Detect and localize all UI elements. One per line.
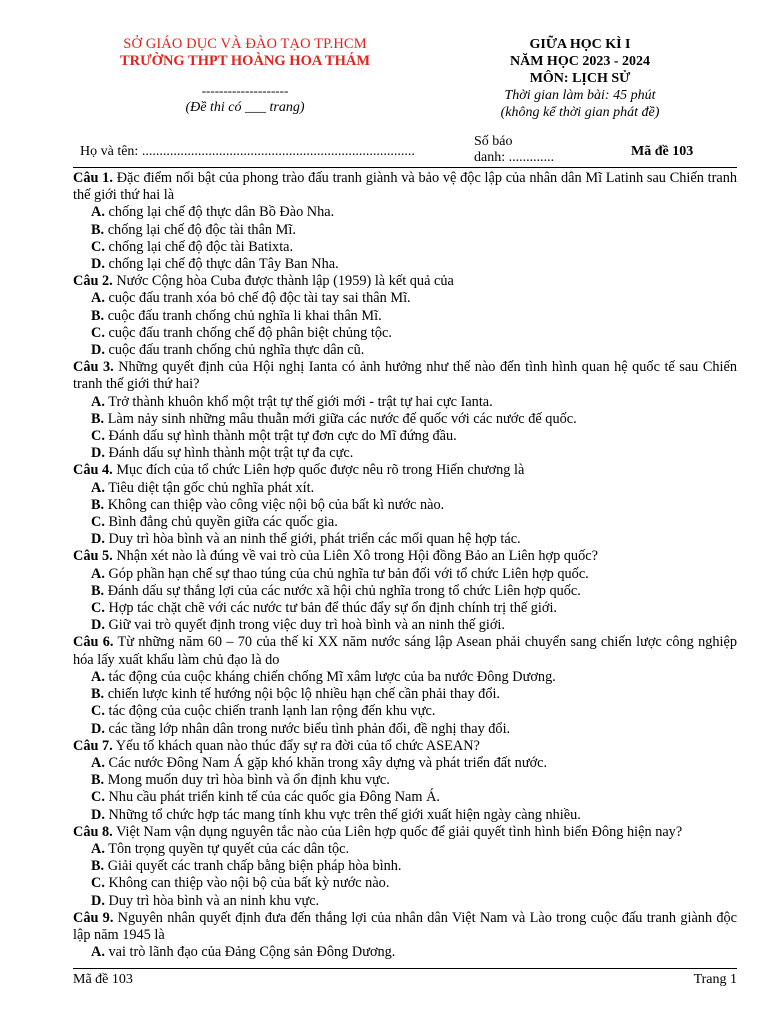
option-letter: B. [91, 410, 105, 427]
option-text: Không can thiệp vào công việc nội bộ của bất kì nước nào. [107, 496, 445, 513]
option-letter: C. [91, 703, 105, 720]
option-letter: C. [91, 514, 105, 531]
exam-code: Mã đề 103 [631, 144, 694, 159]
answer-option [73, 789, 737, 806]
answer-option [73, 893, 737, 910]
option-letter: B. [91, 686, 105, 703]
option-letter: D. [91, 256, 105, 273]
question-1 [73, 170, 737, 204]
answer-option [73, 686, 737, 703]
option-letter: C. [91, 875, 105, 892]
option-letter: B. [91, 582, 105, 599]
answer-option [73, 721, 737, 738]
question-text: Nước Cộng hòa Cuba được thành lập (1959) là kết quả của [116, 273, 454, 290]
option-letter: A. [91, 754, 105, 771]
question-label: Câu 2. [73, 273, 113, 290]
answer-option [73, 514, 737, 531]
option-text: Đánh dấu sự hình thành một trật tự đa cực. [108, 445, 354, 462]
answer-option [73, 772, 737, 789]
student-name-field: Họ và tên: .............................................................................. [80, 144, 415, 159]
option-letter: D. [91, 806, 105, 823]
question-text: Việt Nam vận dụng nguyên tắc nào của Liên hợp quốc để giải quyết tình hình biển Đông hiện nay? [116, 823, 683, 840]
option-letter: A. [91, 204, 105, 221]
question-6 [73, 634, 737, 668]
option-letter: D. [91, 531, 105, 548]
school-year: NĂM HỌC 2023 - 2024 [510, 54, 650, 69]
answer-option [73, 755, 737, 772]
question-label: Câu 8. [73, 823, 113, 840]
subject: MÔN: LỊCH SỬ [529, 71, 631, 86]
page-number: Trang 1 [693, 972, 737, 987]
option-text: Giải quyết các tranh chấp bằng biện pháp hòa bình. [107, 858, 402, 875]
question-5 [73, 548, 737, 565]
option-text: cuộc đấu tranh chống chủ nghĩa thực dân cũ. [108, 342, 365, 359]
option-letter: D. [91, 342, 105, 359]
student-id-label: Số báo [474, 134, 513, 149]
answer-option [73, 239, 737, 256]
answer-option [73, 875, 737, 892]
option-text: tác động của cuộc chiến tranh lạnh lan rộng đến khu vực. [108, 703, 436, 720]
option-text: Bình đẳng chủ quyền giữa các quốc gia. [108, 514, 338, 531]
answer-option [73, 428, 737, 445]
answer-option [73, 841, 737, 858]
option-text: Nhu cầu phát triển kinh tế của các quốc gia Đông Nam Á. [108, 789, 440, 806]
question-7 [73, 738, 737, 755]
answer-option [73, 445, 737, 462]
question-label: Câu 1. [73, 170, 113, 186]
department-name: SỞ GIÁO DỤC VÀ ĐÀO TẠO TP.HCM [123, 36, 367, 52]
option-text: cuộc đấu tranh chống chủ nghĩa li khai thân Mĩ. [107, 307, 382, 324]
option-letter: A. [91, 944, 105, 961]
option-letter: A. [91, 393, 105, 410]
question-9 [73, 910, 737, 944]
option-letter: A. [91, 290, 105, 307]
option-text: Duy trì hòa bình và an ninh khu vực. [108, 892, 320, 909]
answer-option [73, 394, 737, 411]
option-letter: A. [91, 565, 105, 582]
option-letter: C. [91, 600, 105, 617]
question-text: Nguyên nhân quyết định đưa đến thắng lợi của nhân dân Việt Nam và Lào trong cuộc đấu tranh giành độc lập năm 1945 là [73, 909, 737, 943]
option-text: chống lại chế độ độc tài thân Mĩ. [107, 221, 296, 238]
option-text: Không can thiệp vào nội bộ của bất kỳ nước nào. [108, 875, 390, 892]
option-text: cuộc đấu tranh chống chế độ phân biệt chủng tộc. [108, 324, 392, 341]
option-text: cuộc đấu tranh xóa bỏ chế độ độc tài tay sai thân Mĩ. [108, 290, 411, 307]
question-8 [73, 824, 737, 841]
student-id-field [474, 134, 554, 166]
option-letter: D. [91, 892, 105, 909]
option-text: chống lại chế độ thực dân Bồ Đào Nha. [108, 204, 335, 221]
option-letter: D. [91, 445, 105, 462]
option-letter: C. [91, 428, 105, 445]
option-text: các tầng lớp nhân dân trong nước biểu tình phản đối, đề nghị thay đổi. [108, 720, 511, 737]
question-4 [73, 462, 737, 479]
question-text: Mục đích của tổ chức Liên hợp quốc được nêu rõ trong Hiến chương là [116, 462, 525, 479]
option-text: Giữ vai trò quyết định trong việc duy trì hoà bình và an ninh thế giới. [108, 617, 505, 634]
answer-option [73, 204, 737, 221]
question-label: Câu 9. [73, 909, 114, 926]
footer-rule [73, 968, 737, 969]
answer-option [73, 944, 737, 961]
question-text: Những quyết định của Hội nghị Ianta có ảnh hưởng như thế nào đến tình hình quan hệ quốc tế sau Chiến tranh thế giới thứ hai? [73, 359, 738, 393]
question-label: Câu 4. [73, 462, 113, 479]
answer-option [73, 342, 737, 359]
student-info [80, 134, 735, 166]
answer-option [73, 583, 737, 600]
option-text: Tiêu diệt tận gốc chủ nghĩa phát xít. [108, 479, 315, 496]
answer-option [73, 497, 737, 514]
answer-option [73, 858, 737, 875]
answer-option [73, 669, 737, 686]
option-text: tác động của cuộc kháng chiến chống Mĩ xâm lược của ba nước Đông Dương. [108, 668, 556, 685]
question-3 [73, 359, 737, 393]
answer-option [73, 256, 737, 273]
answer-option [73, 325, 737, 342]
option-text: Đánh dấu sự thắng lợi của các nước xã hội chủ nghĩa trong tổ chức Liên hợp quốc. [107, 582, 581, 599]
option-text: Góp phần hạn chế sự thao túng của chủ nghĩa tư bản đối với tổ chức Liên hợp quốc. [108, 565, 589, 582]
header-left [80, 36, 410, 116]
school-name: TRƯỜNG THPT HOÀNG HOA THÁM [119, 53, 371, 69]
option-text: Trở thành khuôn khổ một trật tự thế giới mới - trật tự hai cực Ianta. [108, 393, 493, 410]
option-text: Hợp tác chặt chẽ với các nước tư bản để thúc đẩy sự ổn định chính trị thế giới. [108, 600, 557, 617]
answer-option [73, 807, 737, 824]
option-letter: B. [91, 858, 105, 875]
option-text: Làm nảy sinh những mâu thuẫn mới giữa các nước đế quốc với các nước đế quốc. [107, 410, 577, 427]
header-right [455, 36, 705, 121]
question-label: Câu 3. [73, 359, 114, 376]
student-id-blank: danh: ............. [474, 150, 555, 165]
questions-list [73, 170, 737, 961]
option-letter: A. [91, 668, 105, 685]
question-text: Từ những năm 60 – 70 của thế kỉ XX năm nước sáng lập Asean phải chuyển sang chiến lược công nghiệp hóa lấy xuất khẩu làm chủ đạo là do [73, 634, 737, 668]
header-rule [73, 167, 737, 168]
question-2 [73, 273, 737, 290]
question-label: Câu 7. [73, 737, 113, 754]
option-letter: D. [91, 617, 105, 634]
option-text: chống lại chế độ độc tài Batixta. [108, 238, 294, 255]
option-letter: B. [91, 221, 105, 238]
option-letter: C. [91, 324, 105, 341]
option-letter: B. [91, 772, 105, 789]
answer-option [73, 411, 737, 428]
option-letter: C. [91, 789, 105, 806]
answer-option [73, 480, 737, 497]
footer-exam-code: Mã đề 103 [73, 972, 133, 987]
question-label: Câu 6. [73, 634, 114, 651]
option-letter: B. [91, 307, 105, 324]
option-text: vai trò lãnh đạo của Đảng Cộng sản Đông Dương. [108, 944, 396, 961]
option-letter: A. [91, 840, 105, 857]
answer-option [73, 308, 737, 325]
question-text: Nhận xét nào là đúng về vai trò của Liên Xô trong Hội đồng Bảo an Liên hợp quốc? [116, 548, 598, 565]
answer-option [73, 566, 737, 583]
answer-option [73, 703, 737, 720]
option-text: Mong muốn duy trì hòa bình và ổn định khu vực. [107, 772, 390, 789]
question-text: Yếu tố khách quan nào thúc đẩy sự ra đời của tổ chức ASEAN? [115, 737, 480, 754]
divider-dashes: -------------------- [201, 83, 289, 98]
exam-title: GIỮA HỌC KÌ I [529, 37, 631, 52]
question-text: Đặc điểm nổi bật của phong trào đấu tranh giành và bảo vệ độc lập của nhân dân Mĩ Latinh sau Chiến tranh thế giới thứ hai là [73, 170, 737, 204]
option-letter: B. [91, 496, 105, 513]
option-text: Duy trì hòa bình và an ninh thế giới, phát triển các mối quan hệ hợp tác. [108, 531, 521, 548]
option-letter: C. [91, 238, 105, 255]
answer-option [73, 531, 737, 548]
duration: Thời gian làm bài: 45 phút [504, 88, 656, 103]
answer-option [73, 290, 737, 307]
pages-note: (Đề thi có ___ trang) [185, 100, 305, 115]
option-text: Các nước Đông Nam Á gặp khó khăn trong xây dựng và phát triển đất nước. [108, 754, 548, 771]
answer-option [73, 617, 737, 634]
duration-note: (không kể thời gian phát đề) [500, 105, 660, 120]
option-letter: A. [91, 479, 105, 496]
option-text: Đánh dấu sự hình thành một trật tự đơn cực do Mĩ đứng đầu. [108, 428, 457, 445]
answer-option [73, 222, 737, 239]
option-text: Những tổ chức hợp tác mang tính khu vực trên thế giới xuất hiện ngày càng nhiều. [108, 806, 581, 823]
option-text: chống lại chế độ thực dân Tây Ban Nha. [108, 256, 339, 273]
question-label: Câu 5. [73, 548, 113, 565]
option-text: Tôn trọng quyền tự quyết của các dân tộc. [108, 840, 350, 857]
answer-option [73, 600, 737, 617]
option-letter: D. [91, 720, 105, 737]
option-text: chiến lược kinh tế hướng nội bộc lộ nhiều hạn chế cần phải thay đổi. [107, 686, 501, 703]
